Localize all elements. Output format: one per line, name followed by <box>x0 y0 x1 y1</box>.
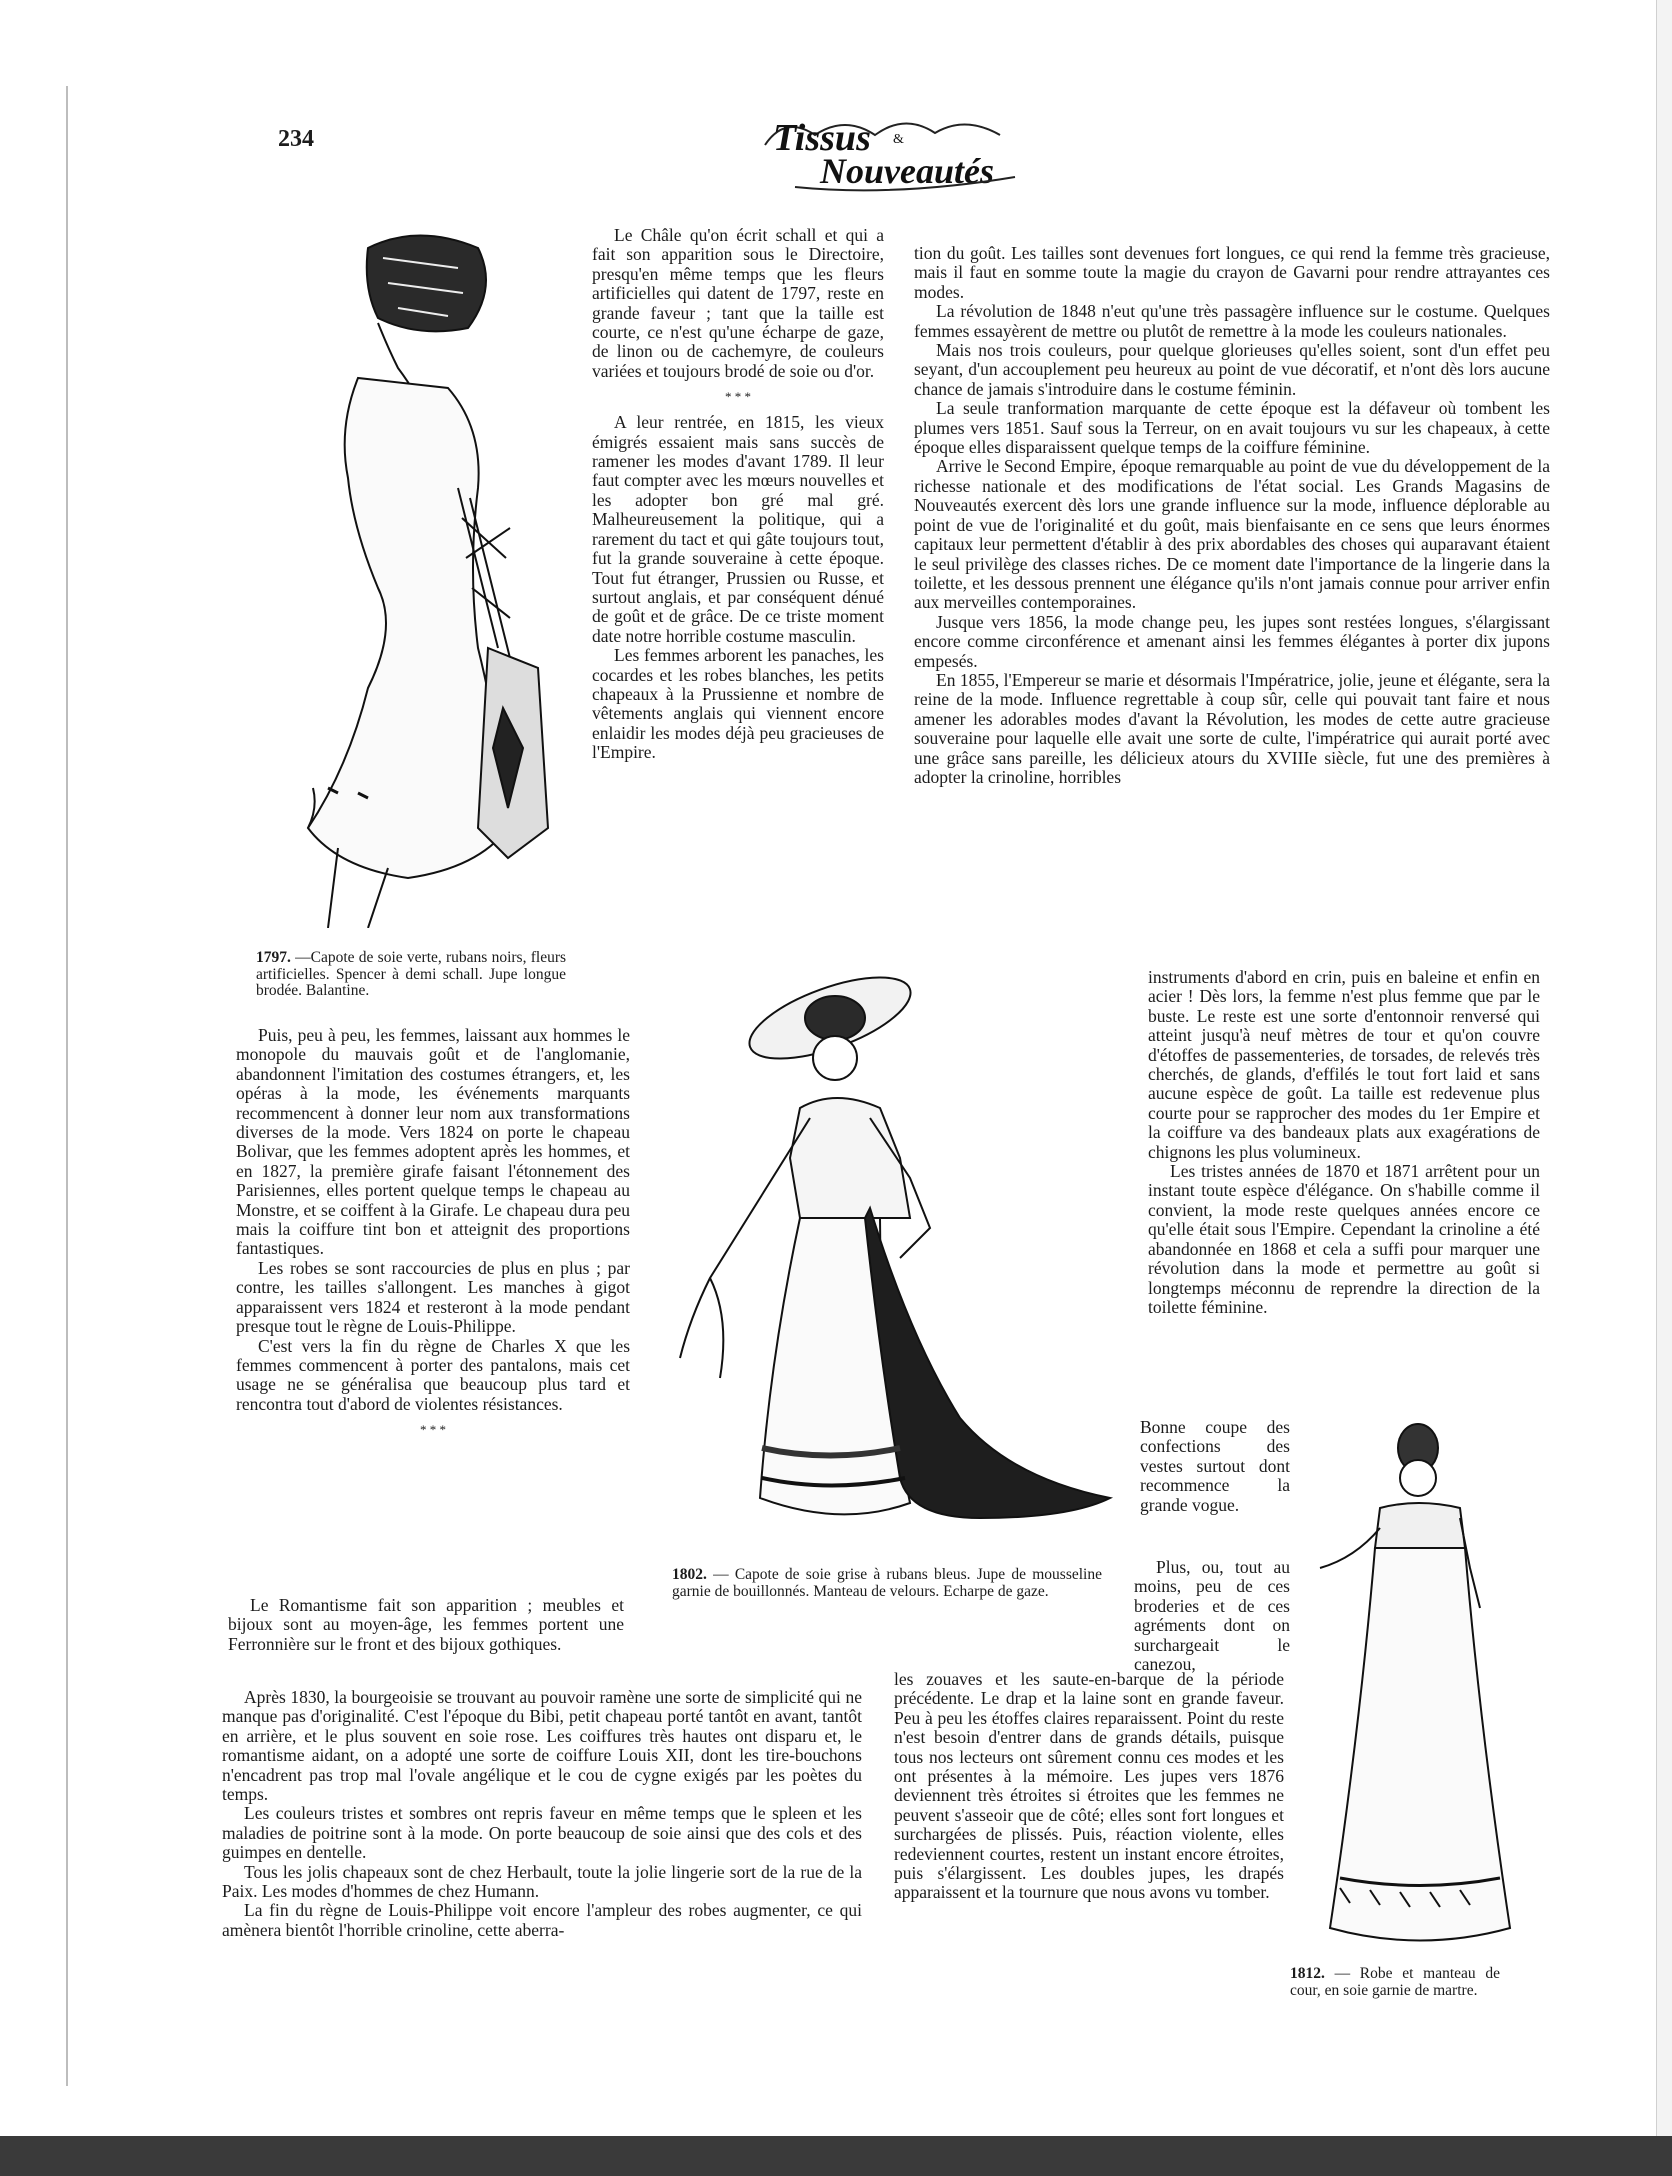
caption-1797-text: —Capote de soie verte, rubans noirs, fleurs artificielles. Spencer à demi schall. Jupe longue brodée. Balantine. <box>256 949 567 999</box>
paragraph: Les tristes années de 1870 et 1871 arrêtent pour un instant toute espèce d'élégance. On s'habille comme il convient, la mode reste quelques années encore ce qu'elle était sous l'Empire. Cependant la crinoline a été abandonnée en 1868 et cela a suffi pour marquer une révolution dans la mode et permettre au goût si longtemps méconnu de reprendre la direction de la toilette féminine. <box>1148 1161 1540 1317</box>
column-left-bottom-narrow <box>228 1596 624 1654</box>
column-narrow-1 <box>1140 1418 1290 1515</box>
caption-1812-year: 1812. <box>1290 1965 1325 1982</box>
paragraph: Bonne coupe des confections des vestes surtout dont recommence la grande vogue. <box>1140 1417 1290 1515</box>
section-separator: * * * <box>725 389 751 405</box>
column-narrow-2 <box>1134 1558 1290 1674</box>
figure-1797 <box>248 228 568 928</box>
svg-text:Nouveautés: Nouveautés <box>820 151 994 191</box>
figure-1812 <box>1300 1408 1530 1958</box>
caption-1812-text: — Robe et manteau de cour, en soie garnie de martre. <box>1290 1965 1500 1999</box>
paragraph: A leur rentrée, en 1815, les vieux émigrés essaient mais sans succès de ramener les modes d'avant 1789. Il leur faut compter avec les mœurs nouvelles et les adopter bon gré mal gré. Malheureusement la politique, qui a rarement du tact et qui gâte toujours tout, fut la grande souveraine à cette époque. Tout fut étranger, Prussien ou Russe, et surtout anglais, et par conséquent dénué de goût et de grâce. De ce triste moment date notre horrible costume masculin. <box>592 412 884 646</box>
paragraph: En 1855, l'Empereur se marie et désormais l'Impératrice, jolie, jeune et élégante, sera la reine de la mode. Influence regrettable à coup sûr, celle qui pouvait tant faire et nous amener les adorables modes d'avant la Révolution, les modes de cette autre gracieuse souveraine pour laquelle elle avait une sorte de culte, l'impératrice qui aurait porté avec une grâce sans pareille, les délicieux atours du XVIIIe siècle, fut une des premières à adopter la crinoline, horribles <box>914 669 1550 787</box>
paragraph: Puis, peu à peu, les femmes, laissant aux hommes le monopole du mauvais goût et de l'anglomanie, abandonnent l'imitation des costumes étrangers, et, les opéras à la mode, les événements marquants recommencent à donner leur nom aux transformations diverses de la mode. Vers 1824 on porte le chapeau Bolivar, que les femmes adoptent après les hommes, et en 1827, la première girafe faisant l'étonnement des Parisiennes, elles portent quelque temps le chapeau au Monstre, et se coiffent à la Girafe. Le chapeau dura peu mais la coiffure tint bon et atteignit des proportions fantastiques. <box>236 1025 630 1259</box>
column-bottom-center <box>894 1670 1284 1903</box>
column-left-bottom-wide <box>222 1688 862 1940</box>
paragraph: Arrive le Second Empire, époque remarquable au point de vue du développement de la richesse nationale et des modifications de l'état social. Les Grands Magasins de Nouveautés exercent dès lors une grande influence sur la mode, influence déplorable au point de vue de l'originalité et du goût, mais bienfaisante en ce sens que leurs énormes capitaux leur permettent d'établir à des prix abordables des choses qui auparavant étaient le seul privilège des classes riches. De ce moment date l'importance de la lingerie dans la toilette, et les dessous prennent une élégance qu'ils n'ont jamais connue pour arriver enfin aux merveilles contemporaines. <box>914 456 1550 613</box>
scan-bottom-edge <box>0 2136 1672 2176</box>
paragraph: La fin du règne de Louis-Philippe voit encore l'ampleur des robes augmenter, ce qui amènera bientôt l'horrible crinoline, cette aberra- <box>222 1900 862 1940</box>
column-mid-right <box>1148 968 1540 1317</box>
svg-text:&: & <box>893 132 904 147</box>
paragraph: La seule tranformation marquante de cette époque est la défaveur où tombent les plumes vers 1851. Sauf sous la Terreur, on en avait toujours vu sur les chapeaux, à cette époque elles disparaissent quelque temps de la coiffure féminine. <box>914 398 1550 458</box>
caption-1802-year: 1802. <box>672 1566 707 1583</box>
column-left-middle <box>236 1026 630 1446</box>
svg-text:Tissus: Tissus <box>773 117 871 159</box>
scan-left-rule <box>66 86 68 2086</box>
paragraph: Les femmes arborent les panaches, les cocardes et les robes blanches, les petits chapeaux à la Prussienne et nombre de vêtements anglais qui viennent encore enlaidir les modes déjà peu gracieuses de l'Empire. <box>592 645 884 763</box>
paragraph: Tous les jolis chapeaux sont de chez Herbault, toute la jolie lingerie sort de la rue de la Paix. Les modes d'hommes de chez Humann. <box>222 1861 862 1902</box>
section-separator: * * * <box>420 1422 446 1438</box>
paragraph: les zouaves et les saute-en-barque de la période précédente. Le drap et la laine sont en grande faveur. Peu à peu les étoffes claires reparaissent. Point du reste n'est besoin d'entrer dans de grands détails, puisque tous nos lecteurs ont sûrement connu ces modes et les ont présentes à la mémoire. Les jupes vers 1876 deviennent très étroites si étroites que les femmes ne peuvent s'asseoir que de côté; elles sont fort longues et surchargées de plissés. Puis, réaction violente, elles redeviennent courtes, restent un instant encore étroites, puis s'élargissent. Les doubles jupes, les drapés apparaissent et la tournure que nous avons vu tomber. <box>894 1669 1284 1903</box>
caption-1797 <box>256 950 566 1000</box>
caption-1797-year: 1797. <box>256 949 291 966</box>
paragraph: Le Châle qu'on écrit schall et qui a fait son apparition sous le Directoire, presqu'en même temps que les fleurs artificielles qui datent de 1797, reste en grande faveur ; tant que la taille est courte, ce n'est qu'une écharpe de gaze, de linon ou de cachemyre, de couleurs variées et toujours brodé de soie ou d'or. <box>592 225 884 381</box>
paragraph: C'est vers la fin du règne de Charles X que les femmes commencent à porter des pantalons, mais cet usage ne se généralisa que beaucoup plus tard et rencontra tout d'abord de violentes résistances. <box>236 1335 630 1414</box>
paragraph: Les robes se sont raccourcies de plus en plus ; par contre, les tailles s'allongent. Les manches à gigot apparaissent vers 1824 et resteront à la mode pendant presque tout le règne de Louis-Philippe. <box>236 1257 630 1337</box>
scan-right-edge <box>1656 0 1672 2176</box>
paragraph: Les couleurs tristes et sombres ont repris faveur en même temps que le spleen et les maladies de poitrine sont à la mode. On porte beaucoup de soie ainsi que des cols et des guimpes en dentelle. <box>222 1803 862 1863</box>
paragraph: Le Romantisme fait son apparition ; meubles et bijoux sont au moyen-âge, les femmes portent une Ferronnière sur le front et des bijoux gothiques. <box>228 1595 624 1654</box>
paragraph: instruments d'abord en crin, puis en baleine et enfin en acier ! Dès lors, la femme n'est plus femme que par le buste. Le reste est une sorte d'entonnoir renversé qui atteint jusqu'à neuf mètres de tour et qu'on couvre d'étoffes de passementeries, de torsades, de relevés très cherchés, de glands, d'effilés le tout fort laid et sans aucune espèce de goût. La taille est redevenue plus courte pour se rapprocher des modes du 1er Empire et la coiffure va des bandeaux plats aux exagérations de chignons les plus volumineux. <box>1148 967 1540 1162</box>
paragraph: Plus, ou, tout au moins, peu de ces broderies et de ces agréments dont on surchargeait le canezou, <box>1134 1557 1290 1675</box>
column-top-right <box>914 244 1550 787</box>
paragraph: Mais nos trois couleurs, pour quelque glorieuses qu'elles soient, sont d'un effet peu seyant, d'un accouplement peu heureux au point de vue décoratif, et n'ont dès lors aucune chance de jamais s'introduire dans le costume féminin. <box>914 340 1550 399</box>
caption-1802 <box>672 1567 1102 1600</box>
paragraph: Jusque vers 1856, la mode change peu, les jupes sont restées longues, s'élargissant encore comme circonférence et amenant ainsi les femmes élégantes à porter dix jupons empesés. <box>914 611 1550 671</box>
paragraph: tion du goût. Les tailles sont devenues fort longues, ce qui rend la femme très gracieuse, mais il faut en somme toute la magie du crayon de Gavarni pour rendre attrayantes ces modes. <box>914 243 1550 302</box>
paragraph: La révolution de 1848 n'eut qu'une très passagère influence sur le costume. Quelques femmes essayèrent de mettre ou plutôt de remettre à la mode les couleurs nationales. <box>914 301 1550 341</box>
figure-1802 <box>650 958 1130 1538</box>
masthead-logo <box>755 105 1035 195</box>
caption-1812 <box>1290 1966 1500 1999</box>
paragraph: Après 1830, la bourgeoisie se trouvant au pouvoir ramène une sorte de simplicité qui ne manque pas d'originalité. C'est l'époque du Bibi, petit chapeau porté tantôt en avant, tantôt en arrière, et le plus souvent en soie rose. Les coiffures très hautes ont disparu et, le romantisme aidant, on a adopté une sorte de coiffure Louis XII, dont les tire-bouchons n'encadrent pas trop mal l'ovale angélique et le cou de cygne exigés par les poètes du temps. <box>222 1687 862 1805</box>
page-number: 234 <box>278 126 314 152</box>
column-top-middle <box>592 226 884 763</box>
caption-1802-text: — Capote de soie grise à rubans bleus. Jupe de mousseline garnie de bouillonnés. Manteau de velours. Echarpe de gaze. <box>672 1566 1102 1600</box>
